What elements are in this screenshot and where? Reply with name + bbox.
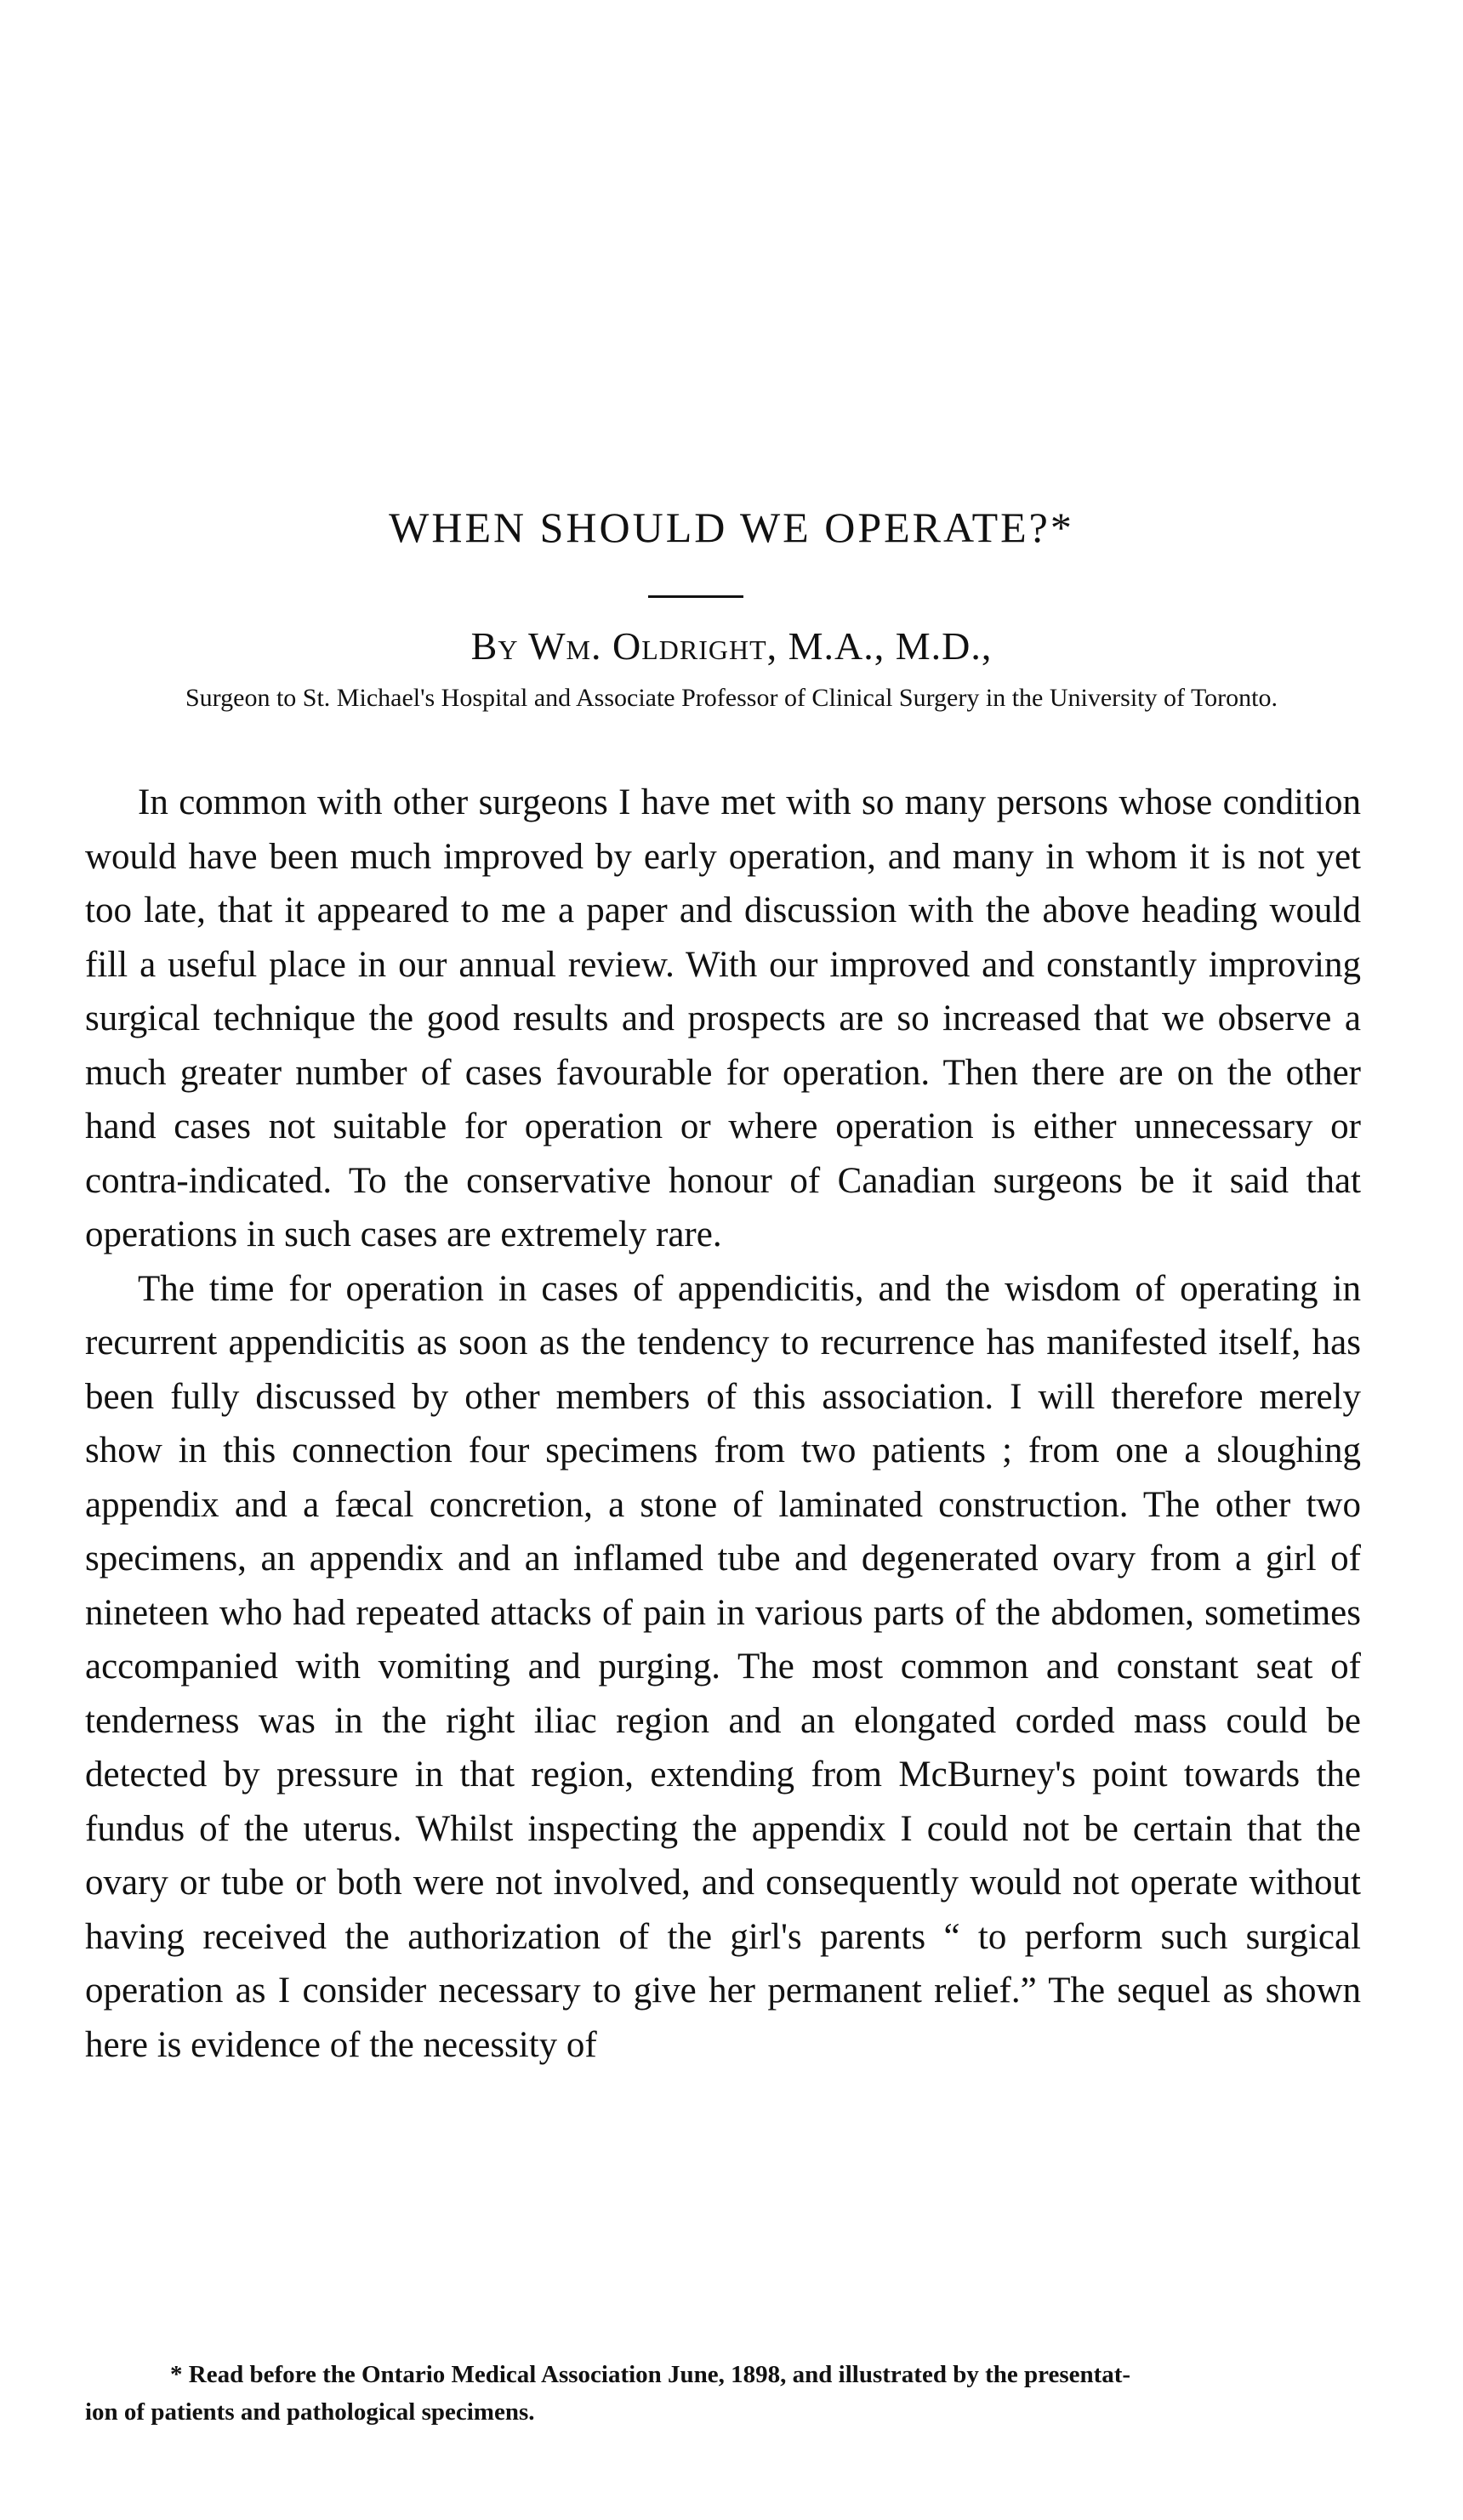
footnote-line-2: ion of patients and pathological specimens.	[85, 2398, 535, 2426]
paragraph-1: In common with other surgeons I have met with so many persons whose condition would have been much improved by early operation, and many in whom it is not yet too late, that it appeared to me a paper and discussion with the above heading would fill a useful place in our annual review. With our improved and constantly improving surgical technique the good results and prospects are so increased that we observe a much greater number of cases favourable for operation. Then there are on the other hand cases not suitable for operation or where operation is either unnecessary or contra-indicated. To the conservative honour of Canadian surgeons be it said that operations in such cases are extremely rare.	[85, 782, 1361, 1254]
article-title: WHEN SHOULD WE OPERATE?*	[389, 503, 1074, 551]
footnote	[85, 2356, 1361, 2431]
title-divider	[648, 595, 743, 598]
article-body	[85, 776, 1361, 2072]
footnote-line-1: * Read before the Ontario Medical Association June, 1898, and illustrated by the presentat-	[170, 2361, 1131, 2388]
paragraph-2: The time for operation in cases of appendicitis, and the wisdom of operating in recurrent appendicitis as soon as the tendency to recurrence has manifested itself, has been fully discussed by other members of this association. I will therefore merely show in this connection four specimens from two patients ; from one a sloughing appendix and a fæcal concretion, a stone of laminated construction. The other two specimens, an appendix and an inflamed tube and degenerated ovary from a girl of nineteen who had repeated attacks of pain in various parts of the abdomen, sometimes accompanied with vomiting and purging. The most common and constant seat of tenderness was in the right iliac region and an elongated corded mass could be detected by pressure in that region, extending from McBurney's point towards the fundus of the uterus. Whilst inspecting the appendix I could not be certain that the ovary or tube or both were not involved, and consequently would not operate without having received the authorization of the girl's parents “ to perform such surgical operation as I consider necessary to give her permanent relief.” The sequel as shown here is evidence of the necessity of	[85, 1268, 1361, 2065]
author-affiliation: Surgeon to St. Michael's Hospital and Associate Professor of Clinical Surgery in the University of Toronto.	[185, 684, 1278, 712]
author-byline: By Wm. Oldright, M.A., M.D.,	[470, 624, 993, 668]
